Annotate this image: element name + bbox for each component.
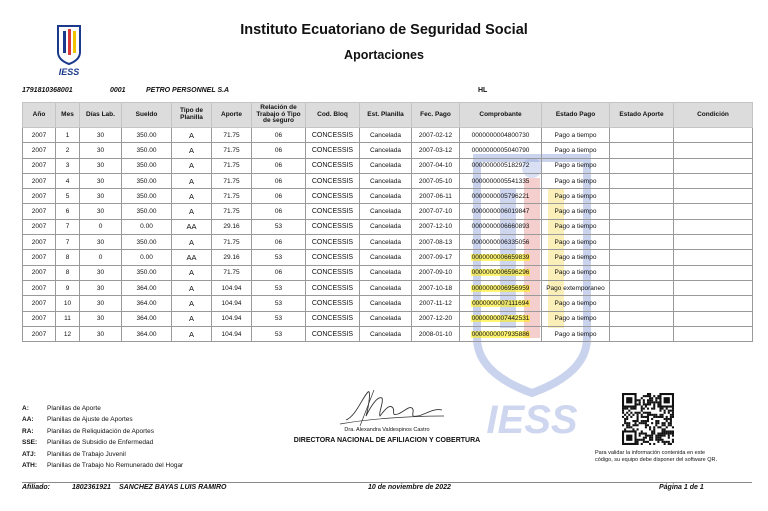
legend-description: Planillas de Subsidio de Enfermedad [47,439,154,447]
cell-anio: 2007 [23,265,56,280]
cell-codbloq: CONCESSIS [306,158,360,173]
employer-info [22,87,752,97]
cell-relacion: 06 [252,143,306,158]
col-header-dias: Días Lab. [80,103,122,128]
cell-fecpago: 2007-05-10 [412,173,460,188]
cell-comprobante: 0000000006956959 [460,280,542,295]
cell-aporte: 71.75 [212,128,252,143]
cell-anio: 2007 [23,296,56,311]
cell-tipo: A [172,204,212,219]
cell-dias: 30 [80,189,122,204]
cell-codbloq: CONCESSIS [306,128,360,143]
cell-estadopago: Pago a tiempo [542,265,610,280]
cell-estplanilla: Cancelada [360,173,412,188]
cell-tipo: AA [172,219,212,234]
cell-anio: 2007 [23,128,56,143]
cell-codbloq: CONCESSIS [306,219,360,234]
cell-fecpago: 2007-08-13 [412,235,460,250]
qr-instructions: Para validar la información contenida en este código, su equipo debe disponer del software QR. [595,450,717,463]
table-row [23,311,753,326]
col-header-condicion: Condición [674,103,753,128]
cell-sueldo: 0.00 [122,250,172,265]
cell-comprobante: 0000000007111694 [460,296,542,311]
cell-codbloq: CONCESSIS [306,280,360,295]
cell-fecpago: 2007-03-12 [412,143,460,158]
cell-dias: 30 [80,235,122,250]
legend-code: ATJ: [22,450,36,458]
cell-estplanilla: Cancelada [360,326,412,341]
cell-codbloq: CONCESSIS [306,250,360,265]
cell-dias: 30 [80,128,122,143]
cell-comprobante: 0000000005040790 [460,143,542,158]
cell-condicion [674,265,753,280]
cell-estplanilla: Cancelada [360,235,412,250]
cell-anio: 2007 [23,189,56,204]
cell-mes: 1 [56,128,80,143]
cell-relacion: 06 [252,235,306,250]
cell-estadopago: Pago a tiempo [542,173,610,188]
cell-condicion [674,128,753,143]
cell-condicion [674,204,753,219]
cell-fecpago: 2007-10-18 [412,280,460,295]
col-header-mes: Mes [56,103,80,128]
cell-mes: 4 [56,173,80,188]
cell-estadopago: Pago a tiempo [542,311,610,326]
cell-estadopago: Pago a tiempo [542,189,610,204]
cell-mes: 8 [56,250,80,265]
cell-estadoaporte [610,296,674,311]
table-row [23,219,753,234]
cell-sueldo: 0.00 [122,219,172,234]
cell-relacion: 53 [252,219,306,234]
cell-codbloq: CONCESSIS [306,265,360,280]
cell-estadopago: Pago a tiempo [542,128,610,143]
cell-sueldo: 364.00 [122,326,172,341]
cell-sueldo: 350.00 [122,173,172,188]
cell-anio: 2007 [23,204,56,219]
col-header-codbloq: Cod. Bloq [306,103,360,128]
cell-anio: 2007 [23,143,56,158]
cell-sueldo: 350.00 [122,204,172,219]
cell-tipo: AA [172,250,212,265]
col-header-aporte: Aporte [212,103,252,128]
page-subtitle: Aportaciones [344,48,424,62]
cell-relacion: 53 [252,326,306,341]
cell-comprobante: 0000000005541335 [460,173,542,188]
cell-anio: 2007 [23,235,56,250]
legend-description: Planillas de Trabajo Juvenil [47,450,126,458]
cell-relacion: 53 [252,296,306,311]
svg-text:IESS: IESS [486,398,578,438]
cell-estplanilla: Cancelada [360,280,412,295]
table-row [23,250,753,265]
cell-dias: 30 [80,143,122,158]
cell-condicion [674,280,753,295]
table-row [23,326,753,341]
cell-tipo: A [172,235,212,250]
cell-mes: 10 [56,296,80,311]
table-row [23,265,753,280]
cell-mes: 8 [56,265,80,280]
table-row [23,296,753,311]
page-title: Instituto Ecuatoriano de Seguridad Social [240,22,528,38]
legend-description: Planillas de Ajuste de Aportes [47,416,133,424]
cell-dias: 0 [80,250,122,265]
affiliate-label: Afiliado: [22,484,50,491]
cell-estadoaporte [610,143,674,158]
cell-estplanilla: Cancelada [360,311,412,326]
cell-comprobante: 0000000005182972 [460,158,542,173]
cell-relacion: 06 [252,265,306,280]
cell-estadoaporte [610,280,674,295]
cell-estplanilla: Cancelada [360,250,412,265]
legend-code: SSE: [22,439,38,447]
contributions-table [22,102,753,342]
cell-mes: 3 [56,158,80,173]
cell-aporte: 71.75 [212,235,252,250]
cell-codbloq: CONCESSIS [306,296,360,311]
cell-sueldo: 350.00 [122,189,172,204]
cell-fecpago: 2007-02-12 [412,128,460,143]
cell-condicion [674,250,753,265]
cell-mes: 6 [56,204,80,219]
cell-estadopago: Pago a tiempo [542,235,610,250]
cell-dias: 30 [80,265,122,280]
cell-relacion: 06 [252,173,306,188]
footer-divider [22,482,752,483]
cell-codbloq: CONCESSIS [306,143,360,158]
cell-estplanilla: Cancelada [360,128,412,143]
cell-anio: 2007 [23,250,56,265]
cell-estplanilla: Cancelada [360,219,412,234]
cell-codbloq: CONCESSIS [306,311,360,326]
cell-fecpago: 2008-01-10 [412,326,460,341]
cell-codbloq: CONCESSIS [306,173,360,188]
cell-codbloq: CONCESSIS [306,204,360,219]
cell-fecpago: 2007-06-11 [412,189,460,204]
cell-estadopago: Pago a tiempo [542,204,610,219]
cell-dias: 30 [80,311,122,326]
cell-fecpago: 2007-07-10 [412,204,460,219]
cell-aporte: 71.75 [212,204,252,219]
cell-estadoaporte [610,128,674,143]
cell-fecpago: 2007-12-10 [412,219,460,234]
table-row [23,173,753,188]
cell-aporte: 71.75 [212,189,252,204]
cell-relacion: 06 [252,204,306,219]
cell-estadoaporte [610,311,674,326]
cell-condicion [674,173,753,188]
cell-estadoaporte [610,204,674,219]
cell-estadopago: Pago a tiempo [542,219,610,234]
cell-condicion [674,296,753,311]
cell-tipo: A [172,158,212,173]
cell-relacion: 06 [252,189,306,204]
col-header-estadoaporte: Estado Aporte [610,103,674,128]
legend-description: Planillas de Trabajo No Remunerado del Hogar [47,461,184,469]
cell-estplanilla: Cancelada [360,296,412,311]
cell-aporte: 29.16 [212,219,252,234]
cell-estadopago: Pago a tiempo [542,296,610,311]
cell-condicion [674,326,753,341]
cell-comprobante: 0000000006660893 [460,219,542,234]
cell-condicion [674,219,753,234]
cell-comprobante: 0000000007935886 [460,326,542,341]
cell-dias: 30 [80,158,122,173]
signature-image [338,386,446,428]
cell-aporte: 104.94 [212,311,252,326]
cell-mes: 7 [56,235,80,250]
cell-aporte: 71.75 [212,173,252,188]
cell-codbloq: CONCESSIS [306,235,360,250]
cell-estadoaporte [610,158,674,173]
cell-anio: 2007 [23,280,56,295]
cell-tipo: A [172,296,212,311]
legend-code: RA: [22,427,34,435]
table-row [23,235,753,250]
table-row [23,143,753,158]
cell-aporte: 71.75 [212,143,252,158]
legend-code: ATH: [22,461,38,469]
cell-estadopago: Pago a tiempo [542,158,610,173]
cell-tipo: A [172,173,212,188]
cell-estadopago: Pago a tiempo [542,326,610,341]
cell-estadoaporte [610,235,674,250]
col-header-anio: Año [23,103,56,128]
cell-sueldo: 350.00 [122,158,172,173]
cell-condicion [674,189,753,204]
col-header-tipo: Tipo de Planilla [172,103,212,128]
cell-tipo: A [172,311,212,326]
cell-codbloq: CONCESSIS [306,189,360,204]
cell-comprobante: 0000000006019847 [460,204,542,219]
legend-code: A: [22,405,29,412]
cell-fecpago: 2007-04-10 [412,158,460,173]
cell-estadoaporte [610,250,674,265]
cell-comprobante: 0000000006335056 [460,235,542,250]
cell-estadoaporte [610,265,674,280]
cell-tipo: A [172,128,212,143]
cell-aporte: 104.94 [212,326,252,341]
cell-estplanilla: Cancelada [360,265,412,280]
cell-estadoaporte [610,173,674,188]
cell-fecpago: 2007-11-12 [412,296,460,311]
col-header-sueldo: Sueldo [122,103,172,128]
cell-estplanilla: Cancelada [360,204,412,219]
cell-anio: 2007 [23,158,56,173]
col-header-estadopago: Estado Pago [542,103,610,128]
cell-mes: 5 [56,189,80,204]
cell-estplanilla: Cancelada [360,158,412,173]
cell-relacion: 06 [252,128,306,143]
cell-anio: 2007 [23,173,56,188]
cell-fecpago: 2007-09-10 [412,265,460,280]
cell-mes: 11 [56,311,80,326]
cell-dias: 30 [80,204,122,219]
cell-sueldo: 364.00 [122,311,172,326]
cell-dias: 0 [80,219,122,234]
cell-aporte: 71.75 [212,265,252,280]
cell-codbloq: CONCESSIS [306,326,360,341]
cell-mes: 12 [56,326,80,341]
cell-anio: 2007 [23,311,56,326]
cell-dias: 30 [80,173,122,188]
page-number: Página 1 de 1 [659,484,704,491]
footer [22,484,752,494]
col-header-fecpago: Fec. Pago [412,103,460,128]
table-row [23,189,753,204]
cell-tipo: A [172,189,212,204]
cell-estplanilla: Cancelada [360,189,412,204]
cell-comprobante: 0000000006659839 [460,250,542,265]
cell-anio: 2007 [23,326,56,341]
cell-tipo: A [172,143,212,158]
cell-dias: 30 [80,280,122,295]
cell-relacion: 53 [252,250,306,265]
employer-ruc: 1791810368001 [22,87,73,94]
col-header-estplanilla: Est. Planilla [360,103,412,128]
cell-sueldo: 350.00 [122,143,172,158]
cell-condicion [674,311,753,326]
employer-hl: HL [478,87,488,94]
signatory-name: Dra. Alexandra Valdespinos Castro [344,427,430,433]
cell-comprobante: 0000000004800730 [460,128,542,143]
col-header-comprobante: Comprobante [460,103,542,128]
cell-estadoaporte [610,219,674,234]
cell-estadopago: Pago a tiempo [542,250,610,265]
cell-condicion [674,235,753,250]
cell-estadoaporte [610,189,674,204]
cell-sueldo: 364.00 [122,296,172,311]
cell-aporte: 104.94 [212,280,252,295]
cell-estadopago: Pago a tiempo [542,143,610,158]
report-date: 10 de noviembre de 2022 [368,484,451,491]
logo-text: IESS [58,67,80,77]
table-header-row [23,103,753,128]
table-row [23,204,753,219]
cell-sueldo: 350.00 [122,235,172,250]
cell-condicion [674,143,753,158]
cell-aporte: 71.75 [212,158,252,173]
qr-code [622,393,674,445]
cell-aporte: 29.16 [212,250,252,265]
cell-comprobante: 0000000005796221 [460,189,542,204]
cell-tipo: A [172,280,212,295]
legend-description: Planillas de Reliquidación de Aportes [47,427,154,435]
cell-anio: 2007 [23,219,56,234]
cell-sueldo: 350.00 [122,128,172,143]
cell-relacion: 53 [252,311,306,326]
cell-dias: 30 [80,326,122,341]
cell-estadopago: Pago extemporaneo [542,280,610,295]
legend-description: Planillas de Aporte [47,405,101,412]
cell-estadoaporte [610,326,674,341]
legend-code: AA: [22,416,34,424]
signatory-title: DIRECTORA NACIONAL DE AFILIACION Y COBERTURA [293,437,481,444]
cell-fecpago: 2007-09-17 [412,250,460,265]
cell-aporte: 104.94 [212,296,252,311]
cell-condicion [674,158,753,173]
cell-mes: 9 [56,280,80,295]
cell-estplanilla: Cancelada [360,143,412,158]
cell-comprobante: 0000000007442531 [460,311,542,326]
affiliate-name: SANCHEZ BAYAS LUIS RAMIRO [119,484,227,491]
cell-relacion: 06 [252,158,306,173]
cell-mes: 2 [56,143,80,158]
cell-comprobante: 0000000006596296 [460,265,542,280]
cell-mes: 7 [56,219,80,234]
cell-tipo: A [172,265,212,280]
table-row [23,128,753,143]
cell-sueldo: 350.00 [122,265,172,280]
employer-name: PETRO PERSONNEL S.A [146,87,230,94]
col-header-relacion: Relación de Trabajo ó Tipo de seguro [252,103,306,128]
affiliate-id: 1802361921 [72,484,111,491]
cell-fecpago: 2007-12-20 [412,311,460,326]
cell-relacion: 53 [252,280,306,295]
cell-sueldo: 364.00 [122,280,172,295]
table-row [23,158,753,173]
cell-tipo: A [172,326,212,341]
table-row [23,280,753,295]
employer-branch: 0001 [110,87,126,94]
cell-dias: 30 [80,296,122,311]
